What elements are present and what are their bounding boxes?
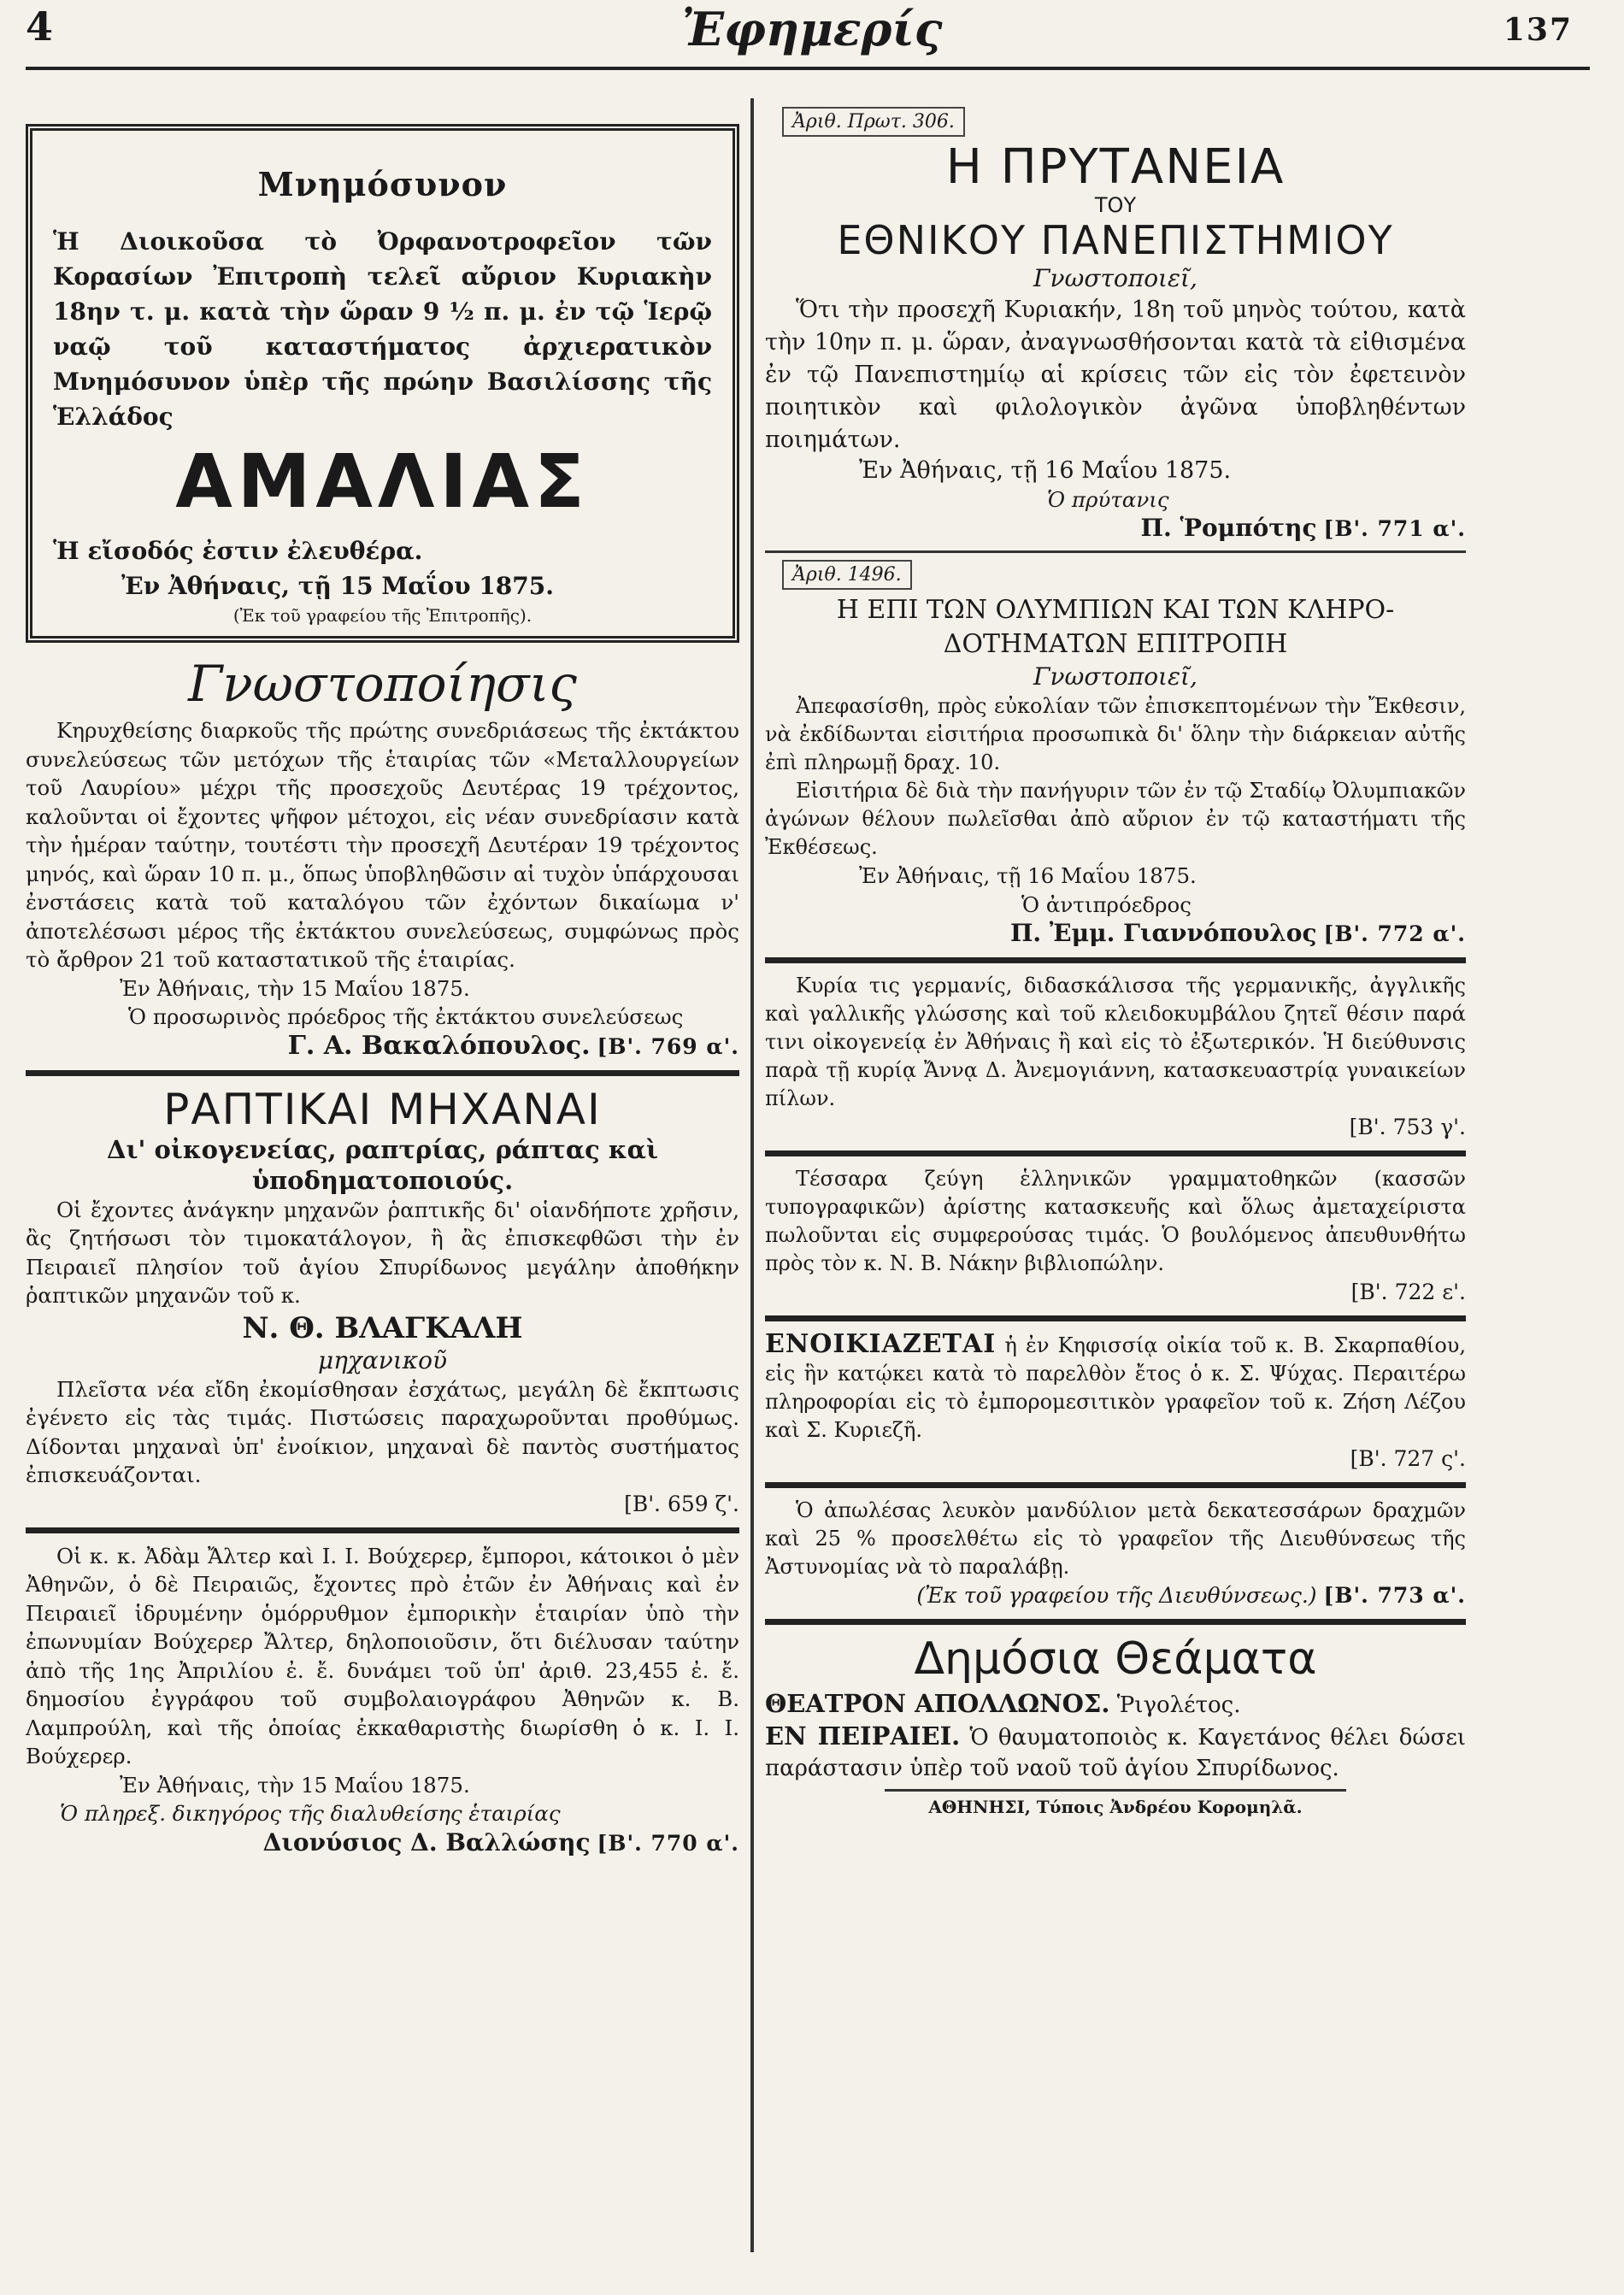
university-role: Ὁ πρύτανις xyxy=(1047,486,1169,512)
theatre-line-2-rest: Ὁ θαυματοποιὸς κ. Καγετάνος θέλει δώσει παράστασιν ὑπὲρ τοῦ ναοῦ τοῦ ἁγίου Σπυρίδωνος. xyxy=(765,1725,1467,1781)
olympics-ref: [Β'. 772 α'. xyxy=(1323,921,1466,946)
company-ref: [Β'. 770 α'. xyxy=(597,1830,739,1856)
rule xyxy=(765,1315,1466,1321)
sewing-subtitle-1: Δι' οἰκογενείας, ραπτρίας, ράπτας καὶ xyxy=(106,1134,658,1164)
rule xyxy=(26,1527,739,1533)
theatre-title: Δημόσια Θεάματα xyxy=(914,1633,1317,1685)
lost-body xyxy=(765,1497,1466,1581)
column-divider xyxy=(750,98,754,2252)
university-title-3: ΕΘΝΙΚΟΥ ΠΑΝΕΠΙΣΤΗΜΙΟΥ xyxy=(837,217,1394,263)
sewing-text-2: Πλεῖστα νέα εἴδη ἐκομίσθησαν ἐσχάτως, μεγάλη δὲ ἔκπτωσις ἐγένετο εἰς τὰς τιμάς. Πιστώσεις παραχωροῦνται προθύμως. Δίδονται μηχαναὶ ὑπ' ἐνοίκιον, μηχαναὶ δὲ παντὸς συστήματος ἐπισκευάζονται. xyxy=(26,1376,739,1487)
sewing-name: Ν. Θ. ΒΛΑΓΚΑΛΗ xyxy=(242,1310,523,1345)
notice-text: Κηρυχθείσης διαρκοῦς τῆς πρώτης συνεδριάσεως τῆς ἐκτάκτου συνελεύσεως τῶν μετόχων τῆς ἑταιρίας τῶν «Μεταλλουργείων τοῦ Λαυρίου» μέχρι τῆς προσεχοῦς Δευτέρας 19 τρέχοντος, καλοῦνται οἱ ἔχοντες ψῆφον μέτοχοι, εἰς νέαν συνεδρίασιν κατὰ τὴν ἡμέραν ταύτην, τουτέστι τὴν προσεχῆ Δευτέραν 19 τρέχοντος μηνός, καὶ ὥραν 10 π. μ., ὅπως ὑποβληθῶσιν αἱ τυχὸν ὑπάρχουσαι ἐνστάσεις κατὰ τοῦ καταλόγου τῶν ἐχόντων δικαίωμα ν' ἀποτελέσωσι μέρος τῆς ἐκτάκτου συνελεύσεως, συμφώνως πρὸς τὸ ἄρθρον 21 τοῦ καταστατικοῦ τῆς ἑταιρίας. xyxy=(26,718,739,972)
olympics-role: Ὁ ἀντιπρόεδρος xyxy=(1021,892,1192,917)
theatre-line-1-rest: Ῥιγολέτος. xyxy=(1116,1692,1241,1718)
sewing-text: Οἱ ἔχοντες ἀνάγκην μηχανῶν ῥαπτικῆς δι' οἱανδήποτε χρῆσιν, ἂς ζητήσωσι τὸν τιμοκατάλογον, ἢ ἂς ἐπισκεφθῶσι τὴν ἐν Πειραιεῖ πλησίον τοῦ ἁγίου Σπυρίδωνος μεγάλην ἀποθήκην ῥαπτικῶν μηχανῶν τοῦ κ. xyxy=(26,1197,739,1308)
theatre-line-2 xyxy=(765,1721,1466,1784)
page-number-right: 137 xyxy=(1503,12,1573,48)
notice-date: Ἐν Ἀθήναις, τὴν 15 Μαΐου 1875. xyxy=(120,975,470,1001)
rent-head: ΕΝΟΙΚΙΑΖΕΤΑΙ xyxy=(765,1329,997,1359)
rent-ref: [Β'. 727 ς'. xyxy=(1350,1446,1466,1471)
olympics-date: Ἐν Ἀθήναις, τῇ 16 Μαΐου 1875. xyxy=(859,863,1197,888)
university-announce: Γνωστοποιεῖ, xyxy=(1033,264,1197,292)
memorial-body: Ἡ Διοικοῦσα τὸ Ὀρφανοτροφεῖον τῶν Κορασίων Ἐπιτροπὴ τελεῖ αὔριον Κυριακὴν 18ην τ. μ. κατὰ τὴν ὥραν 9 ½ π. μ. ἐν τῷ Ἱερῷ ναῷ τοῦ καταστήματος ἀρχιερατικὸν Μνημόσυνον ὑπὲρ τῆς πρώην Βασιλίσσης τῆς Ἑλλάδος xyxy=(53,227,712,431)
notice-role: Ὁ προσωρινὸς πρόεδρος τῆς ἐκτάκτου συνελεύσεως xyxy=(128,1004,684,1029)
notice-body xyxy=(26,716,739,974)
memorial-office: (Ἐκ τοῦ γραφείου τῆς Ἐπιτροπῆς). xyxy=(232,605,533,626)
rule xyxy=(765,1482,1466,1488)
university-text: Ὅτι τὴν προσεχῆ Κυριακήν, 18η τοῦ μηνὸς τούτου, κατὰ τὴν 10ην π. μ. ὥραν, ἀναγνωσθήσονται κατὰ τὰ εἰθισμένα ἐν τῷ Πανεπιστημίῳ αἱ κρίσεις τῶν εἰς τὸν ἐφετεινὸν ποιητικὸν καὶ φιλολογικὸν ἀγῶνα ὑποβληθέντων ποιημάτων. xyxy=(765,297,1466,453)
rule xyxy=(26,1070,739,1076)
sewing-role: μηχανικοῦ xyxy=(317,1345,448,1374)
rule xyxy=(765,1150,1466,1156)
university-title-2: ΤΟΥ xyxy=(1094,193,1137,217)
olympics-body-1 xyxy=(765,692,1466,777)
olympics-number: Ἀριθ. 1496. xyxy=(782,560,912,590)
olympics-announce: Γνωστοποιεῖ, xyxy=(1033,662,1197,691)
notice-signer: Γ. Α. Βακαλόπουλος. xyxy=(287,1030,591,1061)
university-ref: [Β'. 771 α'. xyxy=(1323,516,1466,541)
printer-line: ΑΘΗΝΗΣΙ, Τύποις Ἀνδρέου Κορομηλᾶ. xyxy=(928,1797,1303,1817)
olympics-signer: Π. Ἐμμ. Γιαννόπουλος xyxy=(1009,919,1317,947)
hats-body xyxy=(765,972,1466,1113)
cases-ref: [Β'. 722 ε'. xyxy=(1350,1280,1466,1304)
company-date: Ἐν Ἀθήναις, τὴν 15 Μαΐου 1875. xyxy=(120,1772,470,1798)
olympics-body-2 xyxy=(765,777,1466,862)
page-number-left: 4 xyxy=(26,3,54,50)
hats-ref: [Β'. 753 γ'. xyxy=(1349,1115,1466,1139)
company-signer: Διονύσιος Δ. Βαλλώσης xyxy=(262,1827,591,1857)
sewing-ref: [Β'. 659 ζ'. xyxy=(624,1491,739,1516)
olympics-title-1: Η ΕΠΙ ΤΩΝ ΟΛΥΜΠΙΩΝ ΚΑΙ ΤΩΝ ΚΛΗΡΟ- xyxy=(836,595,1395,625)
cases-body xyxy=(765,1165,1466,1278)
lost-text: Ὁ ἀπωλέσας λευκὸν μανδύλιον μετὰ δεκατεσσάρων δραχμῶν καὶ 25 % προσελθέτω εἰς τὸ γραφεῖον τῆς Διευθύνσεως τῆς Ἀστυνομίας νὰ τὸ παραλάβῃ. xyxy=(765,1498,1466,1579)
memorial-notice xyxy=(26,124,739,643)
rent-text: ἡ ἐν Κηφισσίᾳ οἰκία τοῦ κ. Β. Σκαρπαθίου, εἰς ἣν κατῴκει κατὰ τὸ παρελθὸν ἔτος ὁ κ. Σ. Ψύχας. Περαιτέρω πληροφορίαι εἰς τὸ ἐμπορομεσιτικὸν γραφεῖον τοῦ κ. Ζήση Λέζου καὶ Σ. Κυριεζῆ. xyxy=(765,1333,1466,1442)
theatre-line-1-head: ΘΕΑΤΡΟΝ ΑΠΟΛΛΩΝΟΣ. xyxy=(765,1689,1110,1718)
notice-signature xyxy=(26,1032,739,1062)
university-body xyxy=(765,294,1466,456)
rule xyxy=(765,957,1466,963)
memorial-title: Μνημόσυνον xyxy=(257,165,508,203)
masthead: Ἐφημερίς xyxy=(681,2,943,56)
theatre-line-2-head: ΕΝ ΠΕΙΡΑΙΕΙ. xyxy=(765,1721,961,1751)
university-signature xyxy=(765,514,1466,544)
university-signer: Π. Ῥομπότης xyxy=(1140,514,1317,542)
sewing-body-2 xyxy=(26,1375,739,1490)
page-header xyxy=(0,0,1624,60)
memorial-name: ΑΜΑΛΙΑΣ xyxy=(175,439,590,525)
university-date: Ἐν Ἀθήναις, τῇ 16 Μαΐου 1875. xyxy=(859,457,1232,484)
olympics-title-2: ΔΟΤΗΜΑΤΩΝ ΕΠΙΤΡΟΠΗ xyxy=(943,629,1288,659)
memorial-entry: Ἡ εἴσοδός ἐστιν ἐλευθέρα. xyxy=(53,537,423,565)
rule xyxy=(885,1789,1346,1792)
cases-text: Τέσσαρα ζεύγη ἑλληνικῶν γραμματοθηκῶν (κασσῶν τυπογραφικῶν) ἀρίστης κατασκευῆς καὶ ὅλως ἀμεταχείριστα πωλοῦνται εἰς συμφερούσας τιμάς. Ὁ βουλόμενος ἀπευθυνθήτω πρὸς τὸν κ. Ν. Β. Νάκην βιβλιοπώλην. xyxy=(765,1167,1466,1275)
company-text: Οἱ κ. κ. Ἀδὰμ Ἄλτερ καὶ Ι. Ι. Βούχερερ, ἔμποροι, κάτοικοι ὁ μὲν Ἀθηνῶν, ὁ δὲ Πειραιῶς, ἔχοντες πρὸ ἐτῶν ἐν Ἀθήναις καὶ ἐν Πειραιεῖ ἱδρυμένην ὁμόρρυθμον ἐμπορικὴν ἑταιρίαν ὑπὸ τὴν ἐπωνυμίαν Βούχερερ Ἄλτερ, δηλοποιοῦσιν, ὅτι διέλυσαν ταύτην ἀπὸ τῆς 1ης Ἀπριλίου ἐ. ἔ. δυνάμει τοῦ ὑπ' ἀριθ. 23,455 ἐ. ἔ. δημοσίου ἐγγράφου τοῦ συμβολαιογράφου Ἀθηνῶν κ. Β. Λαμπρούλη, καὶ τῆς ὁποίας ἐκκαθαριστὴς διωρίσθη ὁ κ. Ι. Ι. Βούχερερ. xyxy=(26,1543,739,1768)
right-column xyxy=(765,107,1466,1817)
company-signature xyxy=(26,1828,739,1858)
lost-footer xyxy=(765,1581,1466,1610)
rent-body xyxy=(765,1330,1466,1445)
header-rule xyxy=(26,67,1590,70)
company-role: Ὁ πληρεξ. δικηγόρος τῆς διαλυθείσης ἑταιρίας xyxy=(60,1801,561,1826)
left-column xyxy=(26,107,739,1858)
notice-title: Γνωστοποίησις xyxy=(188,655,577,713)
lost-office: (Ἐκ τοῦ γραφείου τῆς Διευθύνσεως.) xyxy=(916,1583,1317,1608)
sewing-title: ΡΑΠΤΙΚΑΙ ΜΗΧΑΝΑΙ xyxy=(163,1084,602,1134)
university-title-1: Η ΠΡΥΤΑΝΕΙΑ xyxy=(945,139,1286,195)
olympics-text-1: Ἀπεφασίσθη, πρὸς εὐκολίαν τῶν ἐπισκεπτομένων τὴν Ἔκθεσιν, νὰ ἐκδίδωνται εἰσιτήρια προσωπικὰ δι' ὅλην τὴν διάρκειαν αὐτῆς ἐπὶ πληρωμῇ δραχ. 10. xyxy=(765,694,1466,774)
theatre-line-1 xyxy=(765,1688,1466,1721)
sewing-subtitle-2: ὑποδηματοποιούς. xyxy=(251,1165,514,1195)
lost-ref: [Β'. 773 α'. xyxy=(1323,1583,1466,1608)
olympics-text-2: Εἰσιτήρια δὲ διὰ τὴν πανήγυριν τῶν ἐν τῷ Σταδίῳ Ὀλυμπιακῶν ἀγώνων θέλουν πωλεῖσθαι ἀπὸ αὔριον ἐν τῷ καταστήματι τῆς Ἐκθέσεως. xyxy=(765,779,1466,859)
memorial-date: Ἐν Ἀθήναις, τῇ 15 Μαΐου 1875. xyxy=(121,572,554,600)
sewing-body xyxy=(26,1196,739,1310)
hats-text: Κυρία τις γερμανίς, διδασκάλισσα τῆς γερμανικῆς, ἀγγλικῆς καὶ γαλλικῆς γλώσσης καὶ τοῦ κλειδοκυμβάλου ζητεῖ θέσιν παρά τινι οἰκογενείᾳ ἐν Ἀθήναις ἢ καὶ εἰς τὸ ἐξωτερικόν. Ἡ διεύθυνσις παρὰ τῇ κυρίᾳ Ἄννᾳ Δ. Ἀνεμογιάννη, κατασκευαστρίᾳ γυναικείων πίλων. xyxy=(765,974,1466,1110)
notice-ref: [Β'. 769 α'. xyxy=(597,1033,739,1059)
company-body xyxy=(26,1542,739,1771)
university-number: Ἀριθ. Πρωτ. 306. xyxy=(782,107,965,137)
olympics-signature xyxy=(765,919,1466,949)
rule xyxy=(765,1619,1466,1625)
rule xyxy=(765,550,1466,553)
